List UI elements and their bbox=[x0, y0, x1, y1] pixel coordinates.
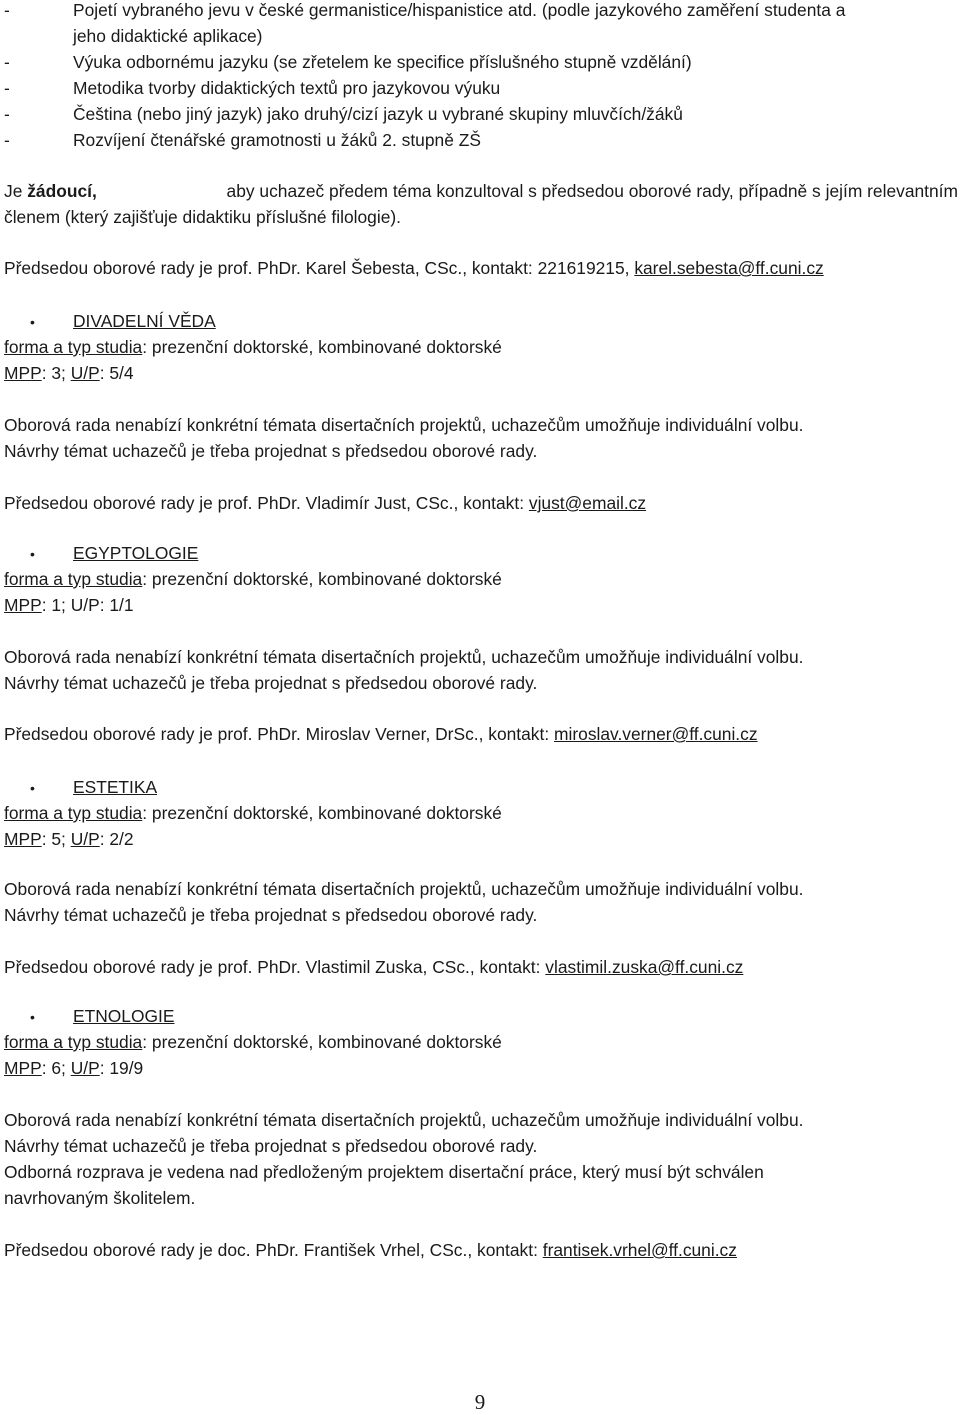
offer-line: Návrhy témat uchazečů je třeba projednat s předsedou oborové rady. bbox=[4, 1136, 538, 1156]
study-form-line: forma a typ studia: prezenční doktorské, kombinované doktorské bbox=[4, 1032, 502, 1052]
study-form-line: forma a typ studia: prezenční doktorské, kombinované doktorské bbox=[4, 569, 502, 589]
email-link[interactable]: miroslav.verner@ff.cuni.cz bbox=[554, 724, 758, 744]
chair-line: Předsedou oborové rady je doc. PhDr. František Vrhel, CSc., kontakt: frantisek.vrhel@ff.cuni.cz bbox=[4, 1240, 737, 1260]
page-number: 9 bbox=[474, 1390, 486, 1414]
chair-line: Předsedou oborové rady je prof. PhDr. Vlastimil Zuska, CSc., kontakt: vlastimil.zuska@ff.cuni.cz bbox=[4, 957, 744, 977]
offer-line: Návrhy témat uchazečů je třeba projednat s předsedou oborové rady. bbox=[4, 441, 538, 461]
section-heading: • EGYPTOLOGIE bbox=[30, 543, 199, 563]
email-link[interactable]: vlastimil.zuska@ff.cuni.cz bbox=[545, 957, 744, 977]
list-item-continuation: jeho didaktické aplikace) bbox=[73, 26, 263, 46]
mpp-line: MPP: 5; U/P: 2/2 bbox=[4, 829, 134, 849]
list-item: - Čeština (nebo jiný jazyk) jako druhý/cizí jazyk u vybrané skupiny mluvčích/žáků bbox=[4, 104, 683, 124]
extra-line: navrhovaným školitelem. bbox=[4, 1188, 196, 1208]
email-link[interactable]: karel.sebesta@ff.cuni.cz bbox=[634, 258, 824, 278]
email-link[interactable]: vjust@email.cz bbox=[528, 493, 647, 513]
offer-line: Oborová rada nenabízí konkrétní témata disertačních projektů, uchazečům umožňuje individuální volbu. bbox=[4, 879, 804, 899]
study-form-line: forma a typ studia: prezenční doktorské, kombinované doktorské bbox=[4, 803, 502, 823]
offer-line: Oborová rada nenabízí konkrétní témata disertačních projektů, uchazečům umožňuje individuální volbu. bbox=[4, 415, 804, 435]
offer-line: Návrhy témat uchazečů je třeba projednat s předsedou oborové rady. bbox=[4, 673, 538, 693]
mpp-line: MPP: 3; U/P: 5/4 bbox=[4, 363, 134, 383]
list-item: - Rozvíjení čtenářské gramotnosti u žáků 2. stupně ZŠ bbox=[4, 130, 481, 150]
note-paragraph: Je žádoucí, aby uchazeč předem téma konzultoval s předsedou oborové rady, případně s jejím relevantním členem (který zajišťuje didaktiku příslušné filologie). bbox=[4, 181, 958, 227]
section-heading: • ETNOLOGIE bbox=[30, 1006, 175, 1026]
bullet-icon: • bbox=[30, 1009, 35, 1025]
note-line: Je žádoucí, aby uchazeč předem téma konzultoval s předsedou oborové rady, případně s jejím relevantním bbox=[4, 181, 958, 201]
email-link[interactable]: frantisek.vrhel@ff.cuni.cz bbox=[542, 1240, 737, 1260]
offer-line: Oborová rada nenabízí konkrétní témata disertačních projektů, uchazečům umožňuje individuální volbu. bbox=[4, 647, 804, 667]
section-heading: • ESTETIKA bbox=[30, 777, 158, 797]
list-item: - Výuka odbornému jazyku (se zřetelem ke specifice příslušného stupně vzdělání) bbox=[4, 52, 692, 72]
offer-line: Oborová rada nenabízí konkrétní témata disertačních projektů, uchazečům umožňuje individuální volbu. bbox=[4, 1110, 804, 1130]
extra-line: Odborná rozprava je vedena nad předloženým projektem disertační práce, který musí být schválen bbox=[4, 1162, 764, 1182]
bullet-icon: • bbox=[30, 314, 35, 330]
mpp-line: MPP: 1; U/P: 1/1 bbox=[4, 595, 134, 615]
mpp-line: MPP: 6; U/P: 19/9 bbox=[4, 1058, 144, 1078]
bullet-icon: • bbox=[30, 780, 35, 796]
list-item: - Pojetí vybraného jevu v české germanistice/hispanistice atd. (podle jazykového zaměření studenta a bbox=[4, 0, 846, 20]
study-form-line: forma a typ studia: prezenční doktorské, kombinované doktorské bbox=[4, 337, 502, 357]
chair-line: Předsedou oborové rady je prof. PhDr. Karel Šebesta, CSc., kontakt: 221619215, karel.sebesta@ff.cuni.cz bbox=[4, 258, 824, 278]
chair-line: Předsedou oborové rady je prof. PhDr. Miroslav Verner, DrSc., kontakt: miroslav.verner@ff.cuni.cz bbox=[4, 724, 758, 744]
list-item: - Metodika tvorby didaktických textů pro jazykovou výuku bbox=[4, 78, 501, 98]
section-heading: • DIVADELNÍ VĚDA bbox=[30, 311, 216, 331]
bullet-icon: • bbox=[30, 546, 35, 562]
offer-line: Návrhy témat uchazečů je třeba projednat s předsedou oborové rady. bbox=[4, 905, 538, 925]
emphasis-text: žádoucí, bbox=[27, 181, 97, 201]
chair-line: Předsedou oborové rady je prof. PhDr. Vladimír Just, CSc., kontakt: vjust@email.cz bbox=[4, 493, 647, 513]
